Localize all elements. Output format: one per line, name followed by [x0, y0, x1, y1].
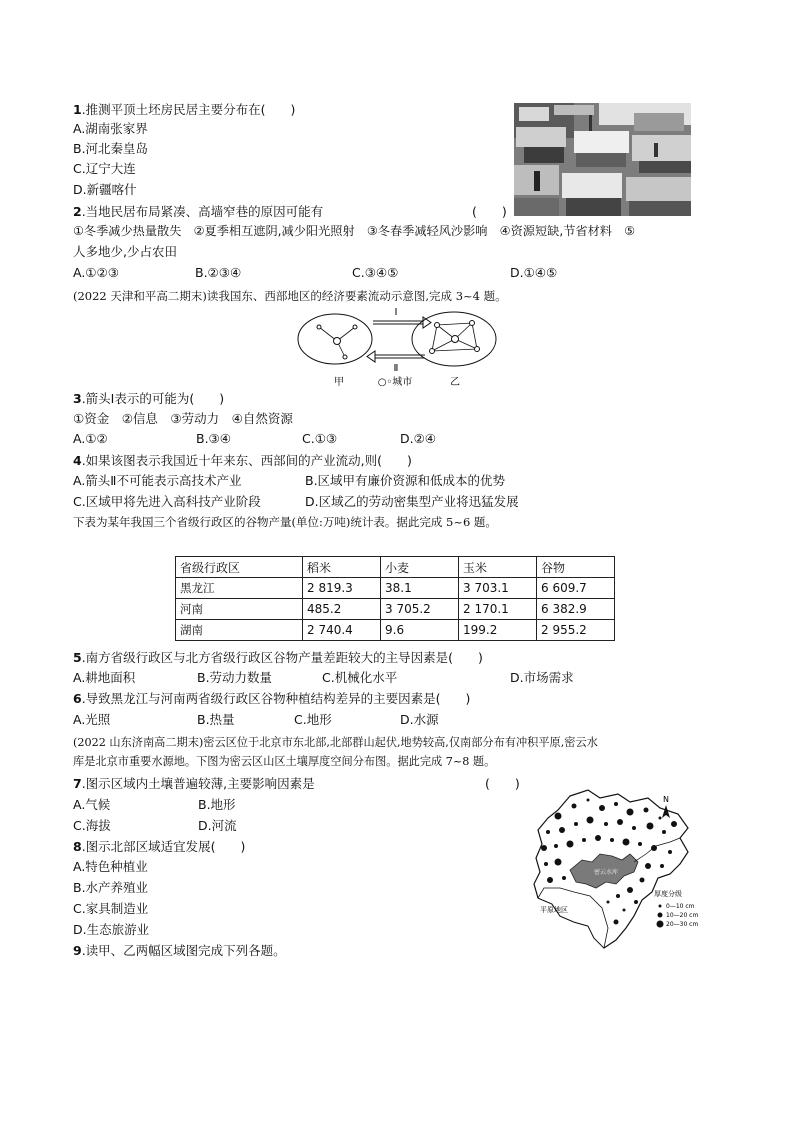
- q5-option-c: C.机械化水平: [322, 670, 398, 685]
- q1-option-c: C.辽宁大连: [73, 161, 136, 176]
- q7-stem: 7.图示区域内土壤普遍较薄,主要影响因素是: [73, 776, 315, 791]
- table-cell: 485.2: [303, 599, 381, 620]
- q8-option-a: A.特色种植业: [73, 859, 148, 874]
- arrow-two-label: Ⅱ: [393, 363, 399, 374]
- legend-title: 厚度分级: [654, 890, 682, 898]
- q6-option-b: B.热量: [197, 712, 235, 727]
- q3-option-c: C.①③: [302, 431, 338, 446]
- table-cell: 湖南: [176, 620, 303, 641]
- table-cell: 2 740.4: [303, 620, 381, 641]
- intro-7-8-line2: 库是北京市重要水源地。下图为密云区山区土壤厚度空间分布图。据此完成 7~8 题。: [73, 755, 496, 768]
- q2-stem: 2.当地民居布局紧凑、高墙窄巷的原因可能有: [73, 204, 324, 219]
- table-header-cell: 省级行政区: [176, 557, 303, 578]
- table-cell: 199.2: [459, 620, 537, 641]
- q3-choices: ①资金 ②信息 ③劳动力 ④自然资源: [73, 411, 293, 426]
- town-marker: [317, 325, 321, 329]
- table-row: [176, 578, 615, 599]
- q5-stem: 5.南方省级行政区与北方省级行政区谷物产量差距较大的主导因素是( ): [73, 650, 483, 665]
- q4-option-b: B.区域甲有廉价资源和低成本的优势: [305, 473, 506, 488]
- town-marker: [435, 323, 440, 328]
- table-cell: 3 703.1: [459, 578, 537, 599]
- q2-choice-line1: ①冬季减少热量散失 ②夏季相互遮阴,减少阳光照射 ③冬春季减轻风沙影响 ④资源短缺,节省材料 ⑤: [73, 224, 636, 238]
- q8-option-c: C.家具制造业: [73, 901, 149, 916]
- table-row: [176, 620, 615, 641]
- q4-option-d: D.区域乙的劳动密集型产业将迅猛发展: [305, 494, 519, 509]
- plain-area-label: 平原地区: [540, 906, 568, 914]
- table-header-cell: 稻米: [303, 557, 381, 578]
- q3-option-b: B.③④: [196, 431, 231, 446]
- q1-stem: 1.推测平顶土坯房民居主要分布在( ): [73, 102, 296, 117]
- table-cell: 6 382.9: [537, 599, 615, 620]
- legend-label-3: 20—30 cm: [666, 921, 699, 928]
- table-cell: 2 170.1: [459, 599, 537, 620]
- q3-option-d: D.②④: [400, 431, 437, 446]
- town-marker: [475, 347, 480, 352]
- q3-stem: 3.箭头Ⅰ表示的可能为( ): [73, 391, 225, 406]
- arrow-two: [367, 351, 425, 362]
- q6-option-c: C.地形: [294, 712, 332, 727]
- q5-option-d: D.市场需求: [510, 670, 574, 685]
- q1-option-a: A.湖南张家界: [73, 121, 148, 136]
- town-marker: [470, 321, 475, 326]
- q2-option-d: D.①④⑤: [510, 265, 558, 280]
- arrow-one-label: Ⅰ: [394, 307, 398, 318]
- q2-option-c: C.③④⑤: [352, 265, 399, 280]
- table-cell: 6 609.7: [537, 578, 615, 599]
- region-yi-label: 乙: [450, 377, 460, 388]
- q8-option-b: B.水产养殖业: [73, 880, 149, 895]
- q1-option-d: D.新疆喀什: [73, 182, 137, 197]
- table-header-cell: 小麦: [381, 557, 459, 578]
- q7-option-c: C.海拔: [73, 818, 111, 833]
- table-cell: 3 705.2: [381, 599, 459, 620]
- q8-option-d: D.生态旅游业: [73, 922, 150, 937]
- intro-7-8-line1: (2022 山东济南高二期末)密云区位于北京市东北部,北部群山起伏,地势较高,仅南部分布有冲积平原,密云水: [73, 736, 598, 749]
- north-arrow: [662, 795, 670, 818]
- north-label: N: [663, 795, 669, 804]
- q4-option-c: C.区域甲将先进入高科技产业阶段: [73, 494, 261, 509]
- legend-label-2: 10—20 cm: [666, 912, 699, 919]
- table-cell: 38.1: [381, 578, 459, 599]
- city-marker: [334, 338, 341, 345]
- legend-dot-large: [657, 921, 664, 928]
- town-marker: [343, 355, 347, 359]
- table-cell: 9.6: [381, 620, 459, 641]
- grain-yield-table: [175, 556, 615, 641]
- q4-stem: 4.如果该图表示我国近十年来东、西部间的产业流动,则( ): [73, 453, 412, 468]
- q8-stem: 8.图示北部区域适宜发展( ): [73, 839, 246, 854]
- adobe-houses-photo: [514, 103, 691, 216]
- soil-thickness-map: [530, 788, 710, 956]
- table-cell: 2 955.2: [537, 620, 615, 641]
- q5-option-a: A.耕地面积: [73, 670, 136, 685]
- q7-answer-paren: ( ): [485, 776, 520, 791]
- table-cell: 2 819.3: [303, 578, 381, 599]
- table-cell: 黑龙江: [176, 578, 303, 599]
- legend-label-1: 0—10 cm: [666, 903, 695, 910]
- table-cell: 河南: [176, 599, 303, 620]
- q7-option-d: D.河流: [198, 818, 237, 833]
- q2-option-a: A.①②③: [73, 265, 119, 280]
- legend-dot-medium: [658, 913, 663, 918]
- town-marker: [353, 325, 357, 329]
- table-header-row: [176, 557, 615, 578]
- city-marker: [452, 336, 459, 343]
- town-marker: [430, 349, 435, 354]
- q6-option-d: D.水源: [400, 712, 439, 727]
- q4-option-a: A.箭头Ⅱ不可能表示高技术产业: [73, 473, 242, 488]
- q2-answer-paren: ( ): [472, 204, 507, 219]
- q6-option-a: A.光照: [73, 712, 111, 727]
- q9-stem: 9.读甲、乙两幅区域图完成下列各题。: [73, 943, 286, 958]
- table-row: [176, 599, 615, 620]
- legend-dot-small: [659, 905, 662, 908]
- region-jia-label: 甲: [334, 377, 344, 388]
- city-legend: ○◦城市: [377, 377, 413, 388]
- q6-stem: 6.导致黑龙江与河南两省级行政区谷物种植结构差异的主要因素是( ): [73, 691, 471, 706]
- q1-option-b: B.河北秦皇岛: [73, 141, 149, 156]
- economic-flow-diagram: [297, 305, 507, 392]
- table-header-cell: 谷物: [537, 557, 615, 578]
- q2-option-b: B.②③④: [195, 265, 242, 280]
- q3-option-a: A.①②: [73, 431, 108, 446]
- reservoir-label: 密云水库: [594, 869, 619, 876]
- arrow-one: [373, 317, 431, 328]
- q7-option-a: A.气候: [73, 797, 111, 812]
- intro-5-6: 下表为某年我国三个省级行政区的谷物产量(单位:万吨)统计表。据此完成 5~6 题。: [73, 515, 497, 529]
- table-header-cell: 玉米: [459, 557, 537, 578]
- q2-choice-line2: 人多地少,少占农田: [73, 244, 177, 259]
- q5-option-b: B.劳动力数量: [197, 670, 273, 685]
- q7-option-b: B.地形: [198, 797, 236, 812]
- intro-3-4: (2022 天津和平高二期末)读我国东、西部地区的经济要素流动示意图,完成 3~4 题。: [73, 289, 507, 303]
